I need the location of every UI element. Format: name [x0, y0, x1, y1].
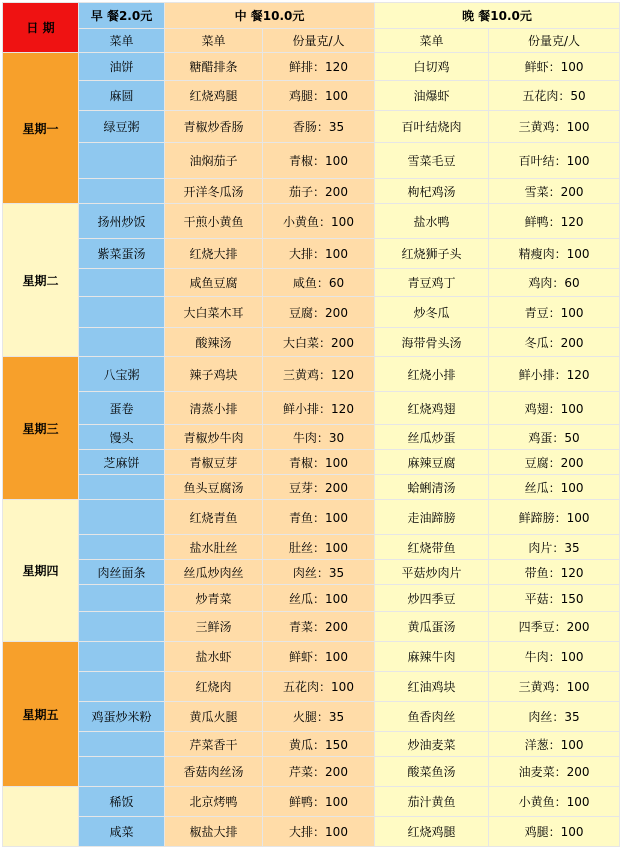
breakfast-dish — [79, 297, 165, 328]
day-label: 星期一 — [3, 53, 79, 204]
dinner-portion: 豆腐：200 — [489, 450, 620, 475]
lunch-dish: 芹菜香干 — [165, 732, 263, 757]
breakfast-dish — [79, 328, 165, 357]
lunch-dish: 辣子鸡块 — [165, 357, 263, 392]
breakfast-dish: 扬州炒饭 — [79, 204, 165, 239]
dinner-portion: 鸡翅：100 — [489, 392, 620, 425]
dinner-dish: 走油蹄膀 — [375, 500, 489, 535]
lunch-dish: 咸鱼豆腐 — [165, 269, 263, 297]
weekly-menu-table — [2, 2, 620, 847]
breakfast-dish: 绿豆粥 — [79, 111, 165, 143]
lunch-portion: 大排：100 — [263, 817, 375, 847]
dinner-portion: 精瘦肉：100 — [489, 239, 620, 269]
lunch-portion: 青椒：100 — [263, 450, 375, 475]
dinner-portion: 三黄鸡：100 — [489, 672, 620, 702]
dinner-dish: 盐水鸭 — [375, 204, 489, 239]
lunch-portion: 茄子：200 — [263, 179, 375, 204]
table-row — [3, 450, 620, 475]
lunch-portion: 牛肉：30 — [263, 425, 375, 450]
dinner-dish: 茄汁黄鱼 — [375, 787, 489, 817]
lunch-portion: 鲜鸭：100 — [263, 787, 375, 817]
dinner-portion: 小黄鱼：100 — [489, 787, 620, 817]
lunch-dish: 鱼头豆腐汤 — [165, 475, 263, 500]
breakfast-header: 早 餐2.0元 — [79, 3, 165, 29]
table-row — [3, 143, 620, 179]
lunch-portion: 青椒：100 — [263, 143, 375, 179]
lunch-dish: 清蒸小排 — [165, 392, 263, 425]
lunch-portion: 火腿：35 — [263, 702, 375, 732]
lunch-portion: 肉丝：35 — [263, 560, 375, 585]
lunch-dish: 青椒豆芽 — [165, 450, 263, 475]
lunch-dish: 炒青菜 — [165, 585, 263, 612]
day-label: 星期二 — [3, 204, 79, 357]
lunch-dish: 糖醋排条 — [165, 53, 263, 81]
lunch-dish-label: 菜单 — [165, 29, 263, 53]
day-label — [3, 787, 79, 847]
lunch-dish: 酸辣汤 — [165, 328, 263, 357]
dinner-portion: 四季豆：200 — [489, 612, 620, 642]
lunch-portion: 肚丝：100 — [263, 535, 375, 560]
breakfast-dish — [79, 269, 165, 297]
dinner-portion: 牛肉：100 — [489, 642, 620, 672]
dinner-dish: 平菇炒肉片 — [375, 560, 489, 585]
dinner-portion: 油麦菜：200 — [489, 757, 620, 787]
breakfast-dish — [79, 757, 165, 787]
lunch-dish: 开洋冬瓜汤 — [165, 179, 263, 204]
dinner-dish-label: 菜单 — [375, 29, 489, 53]
dinner-portion: 鸡肉：60 — [489, 269, 620, 297]
lunch-dish: 盐水虾 — [165, 642, 263, 672]
breakfast-dish: 稀饭 — [79, 787, 165, 817]
breakfast-dish — [79, 642, 165, 672]
table-row — [3, 328, 620, 357]
dinner-portion: 肉丝：35 — [489, 702, 620, 732]
lunch-dish: 油焖茄子 — [165, 143, 263, 179]
table-row — [3, 787, 620, 817]
lunch-portion: 鲜排：120 — [263, 53, 375, 81]
table-row — [3, 585, 620, 612]
lunch-dish: 香菇肉丝汤 — [165, 757, 263, 787]
table-row — [3, 757, 620, 787]
dinner-portion: 冬瓜：200 — [489, 328, 620, 357]
table-row — [3, 357, 620, 392]
lunch-portion: 豆芽：200 — [263, 475, 375, 500]
breakfast-dish: 蛋卷 — [79, 392, 165, 425]
table-row — [3, 672, 620, 702]
dinner-dish: 鱼香肉丝 — [375, 702, 489, 732]
lunch-dish: 红烧青鱼 — [165, 500, 263, 535]
lunch-dish: 红烧大排 — [165, 239, 263, 269]
lunch-portion: 大排：100 — [263, 239, 375, 269]
lunch-dish: 黄瓜火腿 — [165, 702, 263, 732]
table-row — [3, 204, 620, 239]
table-row — [3, 239, 620, 269]
breakfast-dish: 油饼 — [79, 53, 165, 81]
lunch-dish: 北京烤鸭 — [165, 787, 263, 817]
breakfast-dish: 紫菜蛋汤 — [79, 239, 165, 269]
lunch-portion: 小黄鱼：100 — [263, 204, 375, 239]
table-row — [3, 612, 620, 642]
breakfast-dish — [79, 612, 165, 642]
table-row — [3, 425, 620, 450]
table-row — [3, 817, 620, 847]
lunch-portion: 大白菜：200 — [263, 328, 375, 357]
lunch-dish: 红烧鸡腿 — [165, 81, 263, 111]
dinner-portion: 洋葱：100 — [489, 732, 620, 757]
subheader-row — [3, 29, 620, 53]
lunch-portion-label: 份量克/人 — [263, 29, 375, 53]
lunch-portion: 五花肉：100 — [263, 672, 375, 702]
dinner-dish: 麻辣豆腐 — [375, 450, 489, 475]
dinner-portion: 雪菜：200 — [489, 179, 620, 204]
breakfast-dish — [79, 475, 165, 500]
day-label: 星期三 — [3, 357, 79, 500]
breakfast-dish: 鸡蛋炒米粉 — [79, 702, 165, 732]
dinner-portion-label: 份量克/人 — [489, 29, 620, 53]
table-row — [3, 53, 620, 81]
lunch-portion: 黄瓜：150 — [263, 732, 375, 757]
table-row — [3, 475, 620, 500]
dinner-portion: 三黄鸡：100 — [489, 111, 620, 143]
dinner-dish: 炒冬瓜 — [375, 297, 489, 328]
lunch-portion: 鲜小排：120 — [263, 392, 375, 425]
table-row — [3, 702, 620, 732]
date-header: 日 期 — [3, 3, 79, 53]
lunch-dish: 丝瓜炒肉丝 — [165, 560, 263, 585]
dinner-portion: 平菇：150 — [489, 585, 620, 612]
lunch-portion: 青菜：200 — [263, 612, 375, 642]
lunch-portion: 豆腐：200 — [263, 297, 375, 328]
table-row — [3, 297, 620, 328]
lunch-dish: 三鲜汤 — [165, 612, 263, 642]
breakfast-dish — [79, 535, 165, 560]
dinner-dish: 丝瓜炒蛋 — [375, 425, 489, 450]
table-row — [3, 500, 620, 535]
breakfast-dish — [79, 585, 165, 612]
breakfast-dish: 芝麻饼 — [79, 450, 165, 475]
dinner-dish: 酸菜鱼汤 — [375, 757, 489, 787]
dinner-portion: 鲜蹄膀：100 — [489, 500, 620, 535]
lunch-portion: 香肠：35 — [263, 111, 375, 143]
dinner-portion: 鸡蛋：50 — [489, 425, 620, 450]
lunch-portion: 青鱼：100 — [263, 500, 375, 535]
dinner-portion: 带鱼：120 — [489, 560, 620, 585]
dinner-dish: 红油鸡块 — [375, 672, 489, 702]
header-row — [3, 3, 620, 29]
dinner-dish: 海带骨头汤 — [375, 328, 489, 357]
day-label: 星期四 — [3, 500, 79, 642]
dinner-dish: 白切鸡 — [375, 53, 489, 81]
dinner-dish: 麻辣牛肉 — [375, 642, 489, 672]
lunch-portion: 芹菜：200 — [263, 757, 375, 787]
lunch-dish: 青椒炒香肠 — [165, 111, 263, 143]
lunch-portion: 鸡腿：100 — [263, 81, 375, 111]
dinner-portion: 五花肉：50 — [489, 81, 620, 111]
dinner-portion: 鲜小排：120 — [489, 357, 620, 392]
breakfast-dish — [79, 500, 165, 535]
breakfast-dish — [79, 179, 165, 204]
lunch-header: 中 餐10.0元 — [165, 3, 375, 29]
table-row — [3, 111, 620, 143]
lunch-portion: 丝瓜：100 — [263, 585, 375, 612]
dinner-dish: 红烧鸡腿 — [375, 817, 489, 847]
table-row — [3, 642, 620, 672]
breakfast-dish: 咸菜 — [79, 817, 165, 847]
dinner-portion: 丝瓜：100 — [489, 475, 620, 500]
breakfast-dish: 八宝粥 — [79, 357, 165, 392]
breakfast-dish — [79, 143, 165, 179]
dinner-portion: 百叶结：100 — [489, 143, 620, 179]
dinner-portion: 鸡腿：100 — [489, 817, 620, 847]
dinner-dish: 红烧带鱼 — [375, 535, 489, 560]
lunch-portion: 咸鱼：60 — [263, 269, 375, 297]
dinner-portion: 鲜虾：100 — [489, 53, 620, 81]
dinner-dish: 蛤蜊清汤 — [375, 475, 489, 500]
table-row — [3, 392, 620, 425]
lunch-dish: 大白菜木耳 — [165, 297, 263, 328]
lunch-dish: 青椒炒牛肉 — [165, 425, 263, 450]
lunch-dish: 干煎小黄鱼 — [165, 204, 263, 239]
dinner-dish: 红烧小排 — [375, 357, 489, 392]
dinner-dish: 油爆虾 — [375, 81, 489, 111]
lunch-dish: 盐水肚丝 — [165, 535, 263, 560]
dinner-portion: 鲜鸭：120 — [489, 204, 620, 239]
breakfast-dish — [79, 732, 165, 757]
breakfast-dish — [79, 672, 165, 702]
table-row — [3, 269, 620, 297]
lunch-portion: 三黄鸡：120 — [263, 357, 375, 392]
dinner-dish: 百叶结烧肉 — [375, 111, 489, 143]
dinner-dish: 青豆鸡丁 — [375, 269, 489, 297]
dinner-portion: 青豆：100 — [489, 297, 620, 328]
breakfast-dish: 馒头 — [79, 425, 165, 450]
lunch-dish: 椒盐大排 — [165, 817, 263, 847]
table-row — [3, 535, 620, 560]
lunch-dish: 红烧肉 — [165, 672, 263, 702]
dinner-dish: 炒油麦菜 — [375, 732, 489, 757]
dinner-header: 晚 餐10.0元 — [375, 3, 620, 29]
breakfast-dish: 麻圆 — [79, 81, 165, 111]
table-row — [3, 560, 620, 585]
dinner-portion: 肉片：35 — [489, 535, 620, 560]
dinner-dish: 红烧鸡翅 — [375, 392, 489, 425]
table-row — [3, 81, 620, 111]
table-row — [3, 179, 620, 204]
day-label: 星期五 — [3, 642, 79, 787]
table-row — [3, 732, 620, 757]
dinner-dish: 雪菜毛豆 — [375, 143, 489, 179]
breakfast-dish: 肉丝面条 — [79, 560, 165, 585]
dinner-dish: 炒四季豆 — [375, 585, 489, 612]
lunch-portion: 鲜虾：100 — [263, 642, 375, 672]
dinner-dish: 黄瓜蛋汤 — [375, 612, 489, 642]
dinner-dish: 红烧狮子头 — [375, 239, 489, 269]
dinner-dish: 枸杞鸡汤 — [375, 179, 489, 204]
breakfast-dish-label: 菜单 — [79, 29, 165, 53]
